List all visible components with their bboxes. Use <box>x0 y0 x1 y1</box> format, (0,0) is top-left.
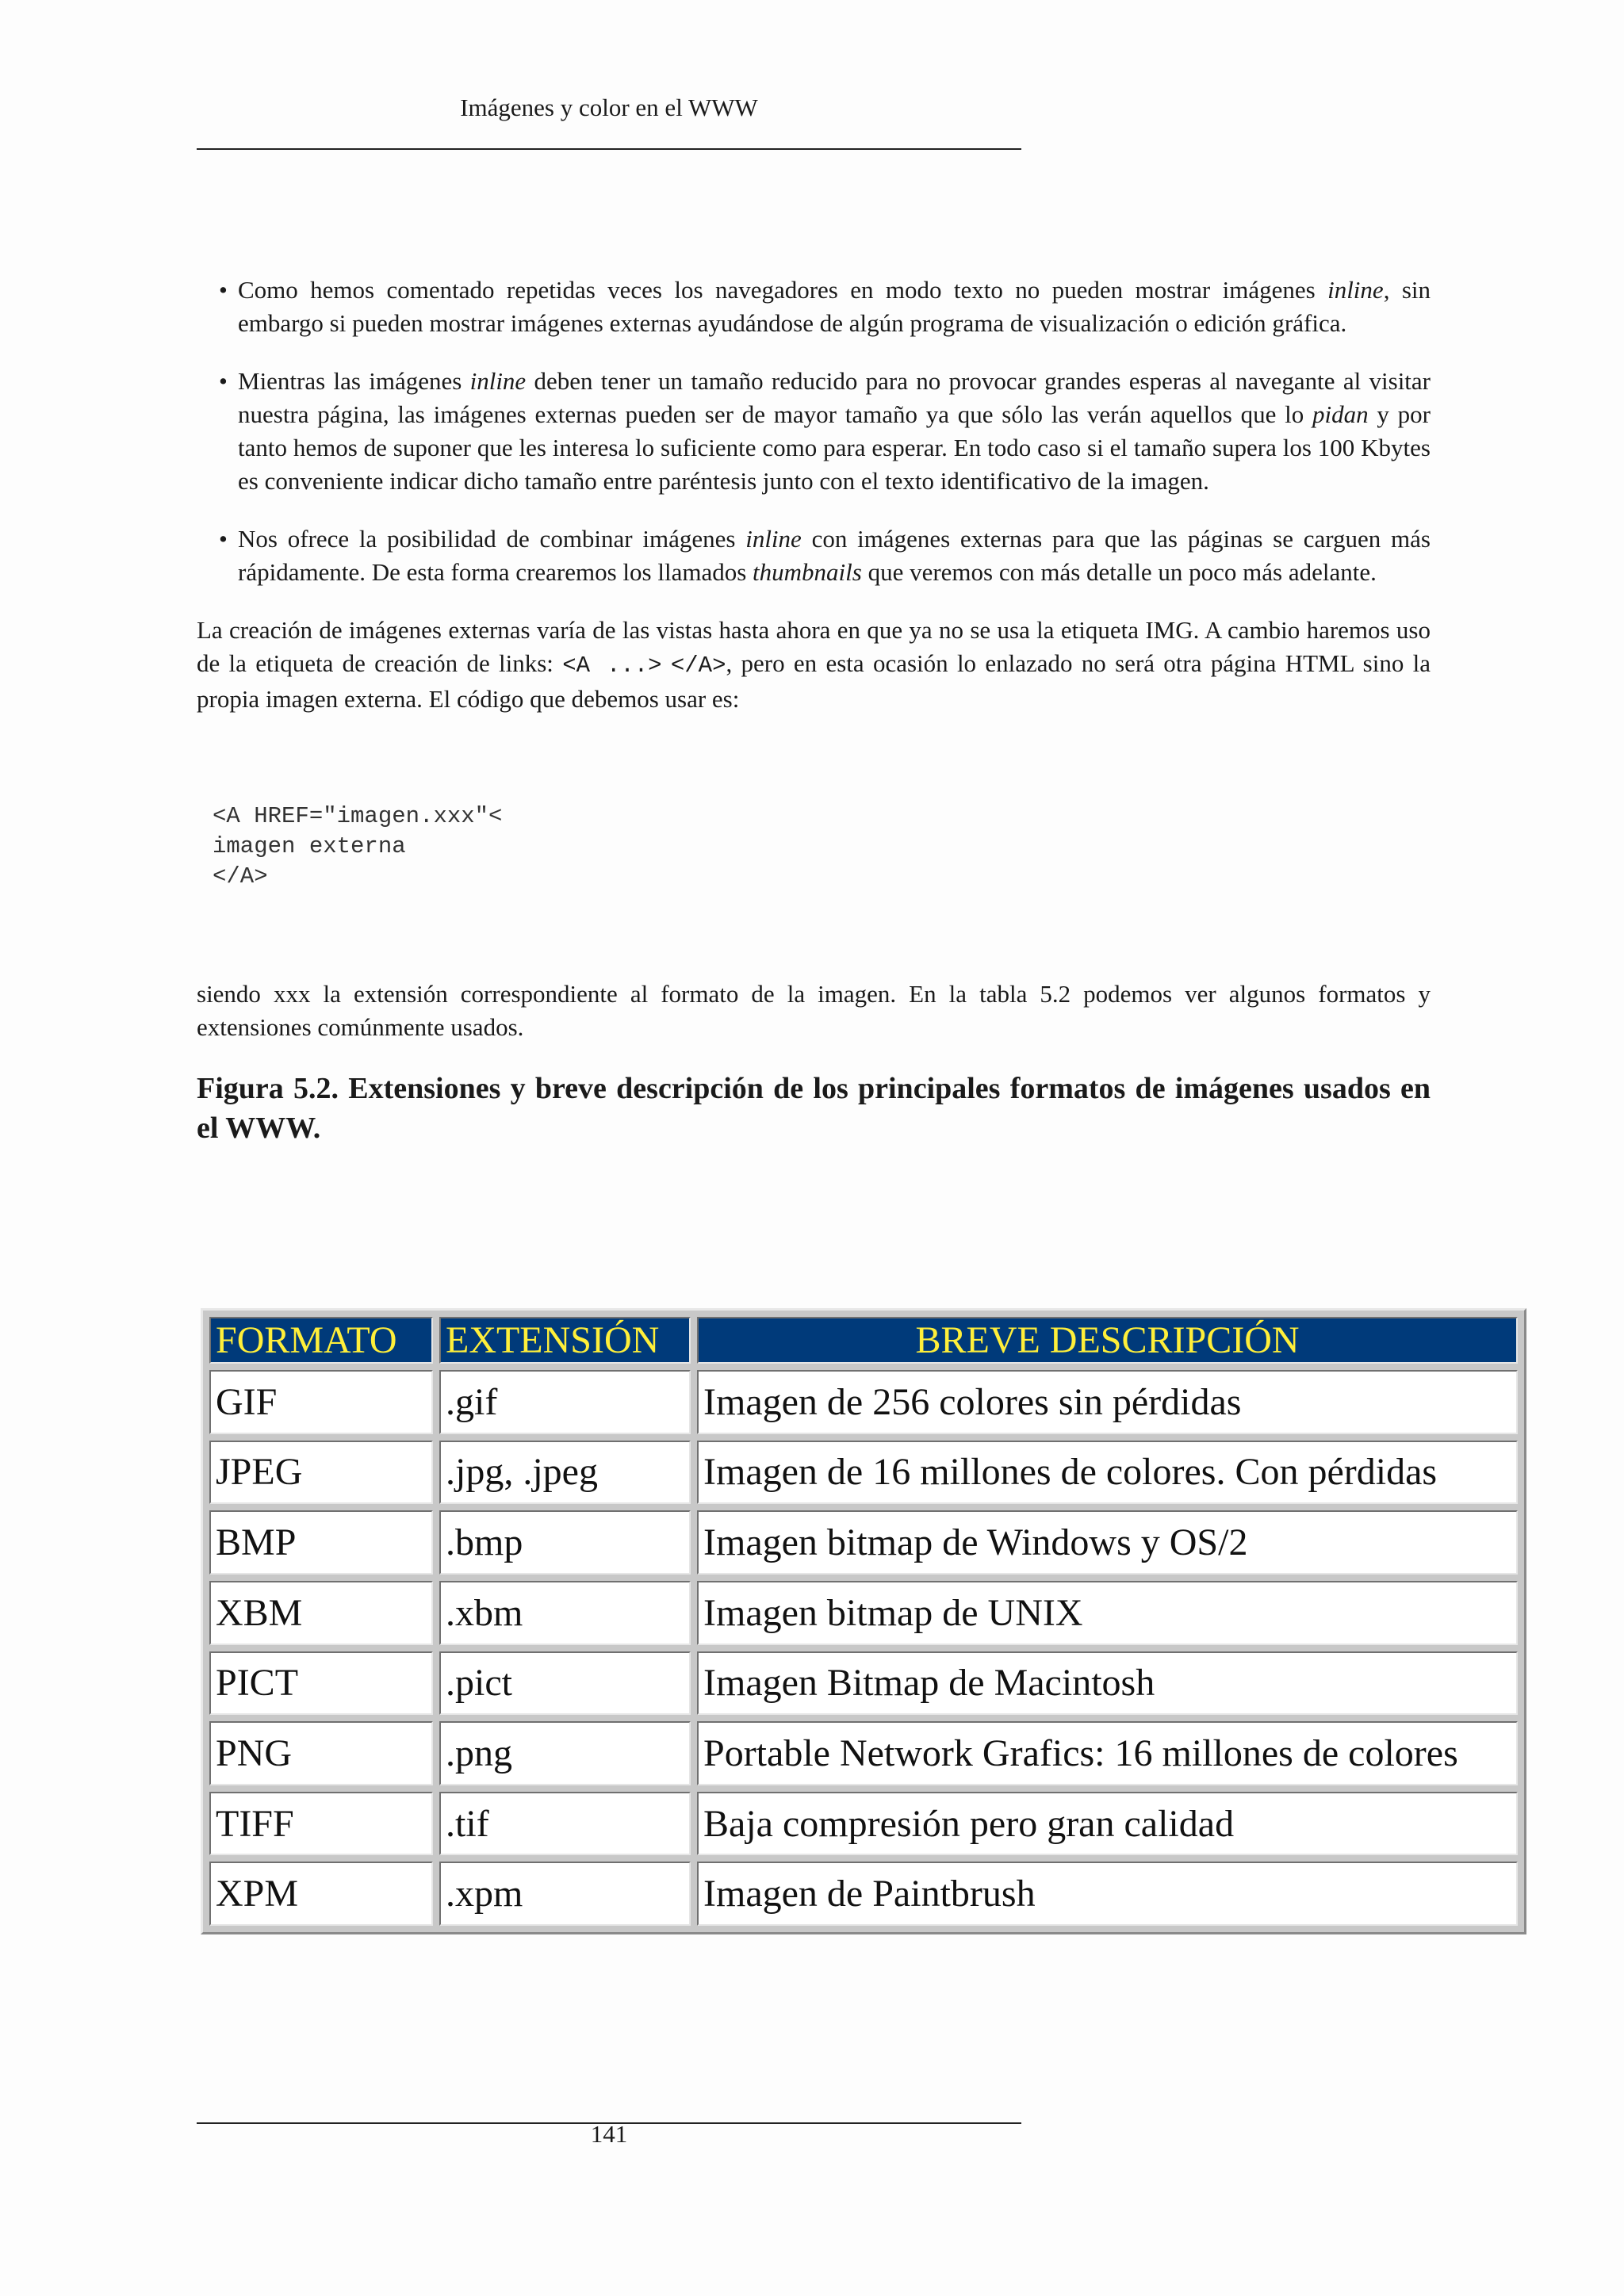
table-header-row <box>209 1317 1518 1364</box>
cell-description: Imagen bitmap de UNIX <box>697 1581 1518 1645</box>
italic-term: inline <box>745 525 802 553</box>
italic-term: thumbnails <box>753 558 862 586</box>
inline-code-open-tag: <A ...> <box>562 652 662 679</box>
cell-extension: .gif <box>439 1370 691 1434</box>
cell-description: Baja compresión pero gran calidad <box>697 1792 1518 1856</box>
page-body <box>197 274 1431 1148</box>
bullet-item <box>197 522 1431 589</box>
cell-extension: .png <box>439 1721 691 1785</box>
bullet-text-run: deben tener un tamaño reducido para no provocar grandes esperas al navegante al visitar nuestra página, las imágenes externas pueden ser de mayor tamaño ya que sólo las verán aquellos que lo <box>238 367 1431 428</box>
cell-format: XPM <box>209 1862 433 1926</box>
paragraph-text <box>662 649 671 677</box>
cell-description: Imagen de 16 millones de colores. Con pérdidas <box>697 1441 1518 1505</box>
paragraph-text: , pero en esta ocasión lo enlazado no será otra página HTML sino la propia imagen externa. El código que debemos usar es: <box>197 649 1431 713</box>
header-descripcion: BREVE DESCRIPCIÓN <box>697 1317 1518 1364</box>
bullet-text <box>238 367 1431 495</box>
cell-description: Portable Network Grafics: 16 millones de colores <box>697 1721 1518 1785</box>
bullet-list <box>197 274 1431 589</box>
paragraph-extensions: siendo xxx la extensión correspondiente al formato de la imagen. En la tabla 5.2 podemos ver algunos formatos y extensiones comúnmente usados. <box>197 980 1431 1041</box>
cell-format: GIF <box>209 1370 433 1434</box>
cell-format: PNG <box>209 1721 433 1785</box>
table-row <box>209 1441 1518 1505</box>
header-extension: EXTENSIÓN <box>439 1317 691 1364</box>
cell-description: Imagen Bitmap de Macintosh <box>697 1651 1518 1716</box>
table-row <box>209 1651 1518 1716</box>
italic-term: pidan <box>1312 400 1369 428</box>
inline-code-close-tag: </A> <box>670 652 726 679</box>
formats-table <box>203 1311 1524 1932</box>
bullet-item <box>197 365 1431 498</box>
paragraph-text: La creación de imágenes externas varía de las vistas hasta ahora en que ya no se usa la etiqueta IMG. A cambio haremos uso de la etiqueta de creación de links: <box>197 616 1431 677</box>
table-row <box>209 1510 1518 1575</box>
page-number: 141 <box>590 2120 628 2148</box>
bullet-text-run: Como hemos comentado repetidas veces los navegadores en modo texto no pueden mostrar imágenes <box>238 276 1328 304</box>
italic-term: inline <box>469 367 527 395</box>
bullet-text <box>238 525 1431 586</box>
cell-format: PICT <box>209 1651 433 1716</box>
cell-description: Imagen de 256 colores sin pérdidas <box>697 1370 1518 1434</box>
figure-caption: Figura 5.2. Extensiones y breve descripción de los principales formatos de imágenes usados en el WWW. <box>197 1072 1431 1145</box>
cell-format: TIFF <box>209 1792 433 1856</box>
cell-description: Imagen bitmap de Windows y OS/2 <box>697 1510 1518 1575</box>
table-row <box>209 1370 1518 1434</box>
cell-extension: .xbm <box>439 1581 691 1645</box>
bullet-dot: • <box>219 276 228 304</box>
bullet-text <box>238 276 1431 337</box>
page-header-title: Imágenes y color en el WWW <box>460 94 758 121</box>
formats-table-figure <box>201 1308 1526 1934</box>
bullet-item <box>197 274 1431 340</box>
table-row <box>209 1862 1518 1926</box>
table-row <box>209 1581 1518 1645</box>
bullet-text-run: con imágenes externas para que las páginas se carguen más rápidamente. De esta forma crearemos los llamados <box>238 525 1431 586</box>
header-formato: FORMATO <box>209 1317 433 1364</box>
table-row <box>209 1792 1518 1856</box>
bullet-text-run: que veremos con más detalle un poco más adelante. <box>861 558 1377 586</box>
cell-format: XBM <box>209 1581 433 1645</box>
cell-format: JPEG <box>209 1441 433 1505</box>
bullet-dot: • <box>219 525 228 553</box>
header-divider <box>197 148 1021 150</box>
bullet-text-run: y por tanto hemos de suponer que les interesa lo suficiente como para esperar. En todo caso si el tamaño supera los 100 Kbytes es conveniente indicar dicho tamaño entre paréntesis junto con el texto identificativo de la imagen. <box>238 400 1431 495</box>
cell-extension: .bmp <box>439 1510 691 1575</box>
cell-extension: .xpm <box>439 1862 691 1926</box>
cell-extension: .pict <box>439 1651 691 1716</box>
cell-extension: .jpg, .jpeg <box>439 1441 691 1505</box>
paragraph-external-images <box>197 614 1431 716</box>
bullet-text-run: Nos ofrece la posibilidad de combinar imágenes <box>238 525 746 553</box>
code-example: <A HREF="imagen.xxx"< imagen externa </A> <box>213 803 503 890</box>
table-row <box>209 1721 1518 1785</box>
bullet-text-run: , sin embargo si pueden mostrar imágenes externas ayudándose de algún programa de visualización o edición gráfica. <box>238 276 1431 337</box>
bullet-text-run: Mientras las imágenes <box>238 367 470 395</box>
cell-description: Imagen de Paintbrush <box>697 1862 1518 1926</box>
cell-extension: .tif <box>439 1792 691 1856</box>
cell-format: BMP <box>209 1510 433 1575</box>
italic-term: inline <box>1327 276 1384 304</box>
table-body <box>209 1370 1518 1926</box>
bullet-dot: • <box>219 367 228 395</box>
